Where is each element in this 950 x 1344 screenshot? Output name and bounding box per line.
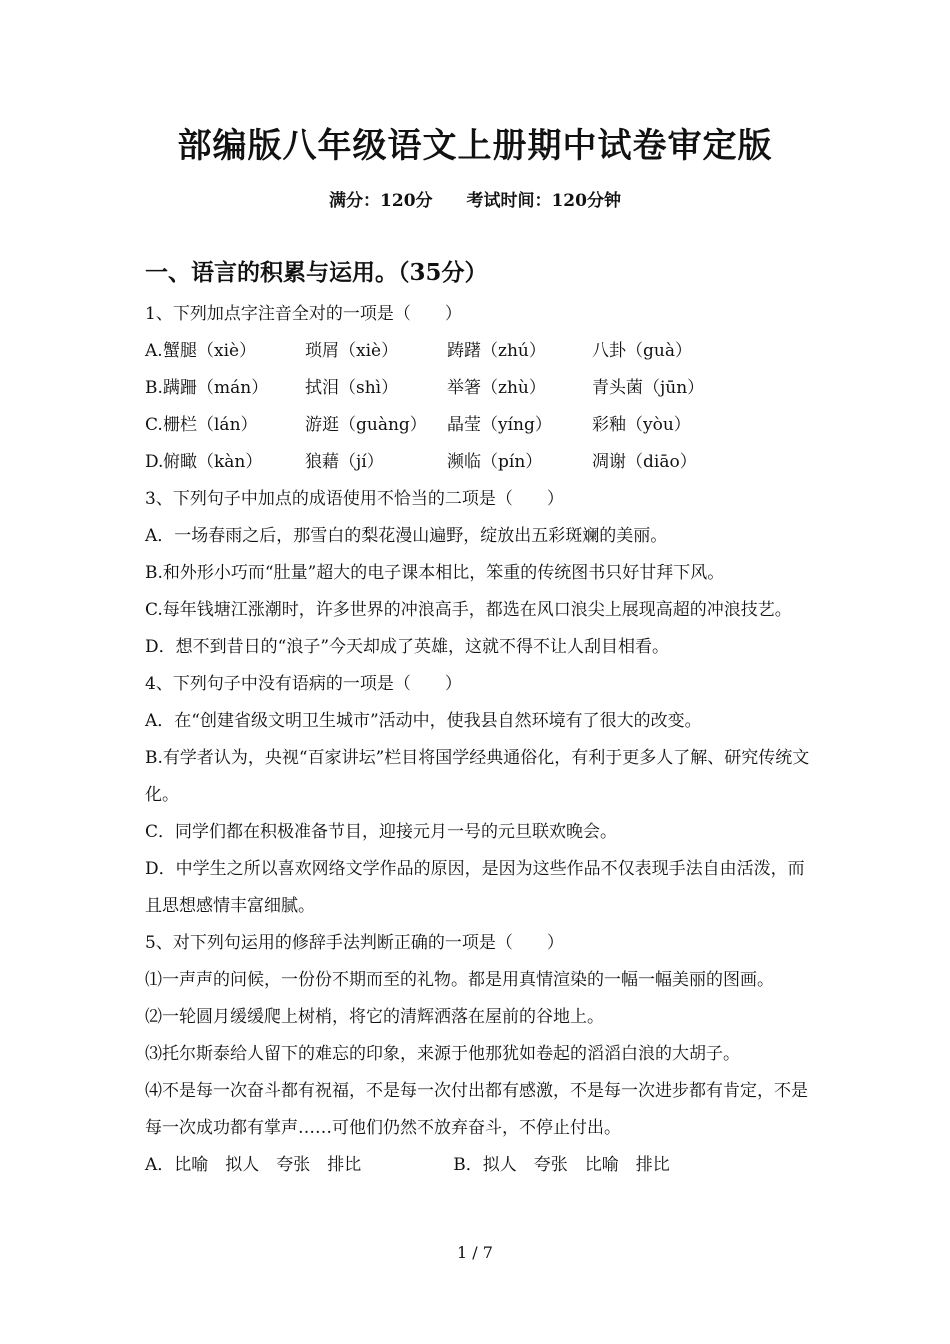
- q1-word: 俯瞰（kàn）: [163, 452, 263, 472]
- q3-option-d: D．想不到昔日的“浪子”今天却成了英雄，这就不得不让人刮目相看。: [145, 637, 670, 657]
- q4-option-d: D．中学生之所以喜欢网络文学作品的原因，是因为这些作品不仅表现手法自由活泼，而且思想感情丰富细腻。: [145, 859, 805, 916]
- question-1-stem: 1、下列加点字注音全对的一项是（ ）: [145, 304, 462, 324]
- q1-word: 拭泪（shì）: [305, 378, 399, 398]
- q1-row-label: B.: [145, 378, 163, 398]
- q1-word: 踌躇（zhú）: [447, 341, 546, 361]
- q1-word: 栅栏（lán）: [163, 415, 258, 435]
- question-4-stem: 4、下列句子中没有语病的一项是（ ）: [145, 674, 462, 694]
- q1-row-label: A.: [145, 341, 163, 361]
- q1-row-a: [145, 333, 810, 370]
- questions-body: [145, 296, 810, 1184]
- q5-item-4: ⑷不是每一次奋斗都有祝福，不是每一次付出都有感激，不是每一次进步都有肯定，不是每一次成功都有掌声……可他们仍然不放弃奋斗，不停止付出。: [145, 1081, 808, 1138]
- q5-choices: [145, 1147, 810, 1184]
- full-score: 满分：120分: [329, 191, 433, 211]
- question-5-stem: 5、对下列句运用的修辞手法判断正确的一项是（ ）: [145, 933, 564, 953]
- q1-word: 濒临（pín）: [447, 452, 543, 472]
- q1-row-d: [145, 444, 810, 481]
- section-heading: 一、语言的积累与运用。（35分）: [145, 259, 488, 286]
- q5-item-3: ⑶托尔斯泰给人留下的难忘的印象，来源于他那犹如卷起的滔滔白浪的大胡子。: [145, 1044, 740, 1064]
- q1-word: 彩釉（yòu）: [592, 415, 691, 435]
- q1-word: 举箸（zhù）: [447, 378, 546, 398]
- q1-word: 晶莹（yíng）: [447, 415, 552, 435]
- q5-item-2: ⑵一轮圆月缓缓爬上树梢，将它的清辉洒落在屋前的谷地上。: [145, 1007, 604, 1027]
- q1-word: 凋谢（diāo）: [592, 452, 697, 472]
- q5-choice-b: B．拟人 夸张 比喻 排比: [453, 1155, 670, 1175]
- q1-word: 蹒跚（mán）: [163, 378, 269, 398]
- q3-option-b: B.和外形小巧而“肚量”超大的电子课本相比，笨重的传统图书只好甘拜下风。: [145, 563, 725, 583]
- q1-word: 青头菌（jūn）: [592, 378, 705, 398]
- q1-word: 蟹腿（xiè）: [163, 341, 257, 361]
- question-3-stem: 3、下列句子中加点的成语使用不恰当的二项是（ ）: [145, 489, 564, 509]
- q1-word: 八卦（guà）: [592, 341, 692, 361]
- q1-word: 琐屑（xiè）: [305, 341, 399, 361]
- q1-word: 游逛（guàng）: [305, 415, 427, 435]
- exam-info: [0, 186, 950, 211]
- q4-option-c: C．同学们都在积极准备节目，迎接元月一号的元旦联欢晚会。: [145, 822, 618, 842]
- page-title: 部编版八年级语文上册期中试卷审定版: [177, 126, 773, 166]
- q1-row-c: [145, 407, 810, 444]
- q4-option-b: B.有学者认为，央视“百家讲坛”栏目将国学经典通俗化，有利于更多人了解、研究传统文化。: [145, 748, 810, 805]
- q3-option-c: C.每年钱塘江涨潮时，许多世界的冲浪高手，都选在风口浪尖上展现高超的冲浪技艺。: [145, 600, 792, 620]
- q4-option-a: A．在“创建省级文明卫生城市”活动中，使我县自然环境有了很大的改变。: [145, 711, 702, 731]
- q5-choice-a: A．比喻 拟人 夸张 排比: [145, 1155, 362, 1175]
- page-number: 1 / 7: [457, 1243, 493, 1262]
- q1-word: 狼藉（jí）: [305, 452, 384, 472]
- q1-row-b: [145, 370, 810, 407]
- exam-time: 考试时间：120分钟: [466, 191, 621, 211]
- q1-row-label: D.: [145, 452, 164, 472]
- q1-row-label: C.: [145, 415, 163, 435]
- q3-option-a: A．一场春雨之后，那雪白的梨花漫山遍野，绽放出五彩斑斓的美丽。: [145, 526, 668, 546]
- q5-item-1: ⑴一声声的问候，一份份不期而至的礼物。都是用真情渲染的一幅一幅美丽的图画。: [145, 970, 774, 990]
